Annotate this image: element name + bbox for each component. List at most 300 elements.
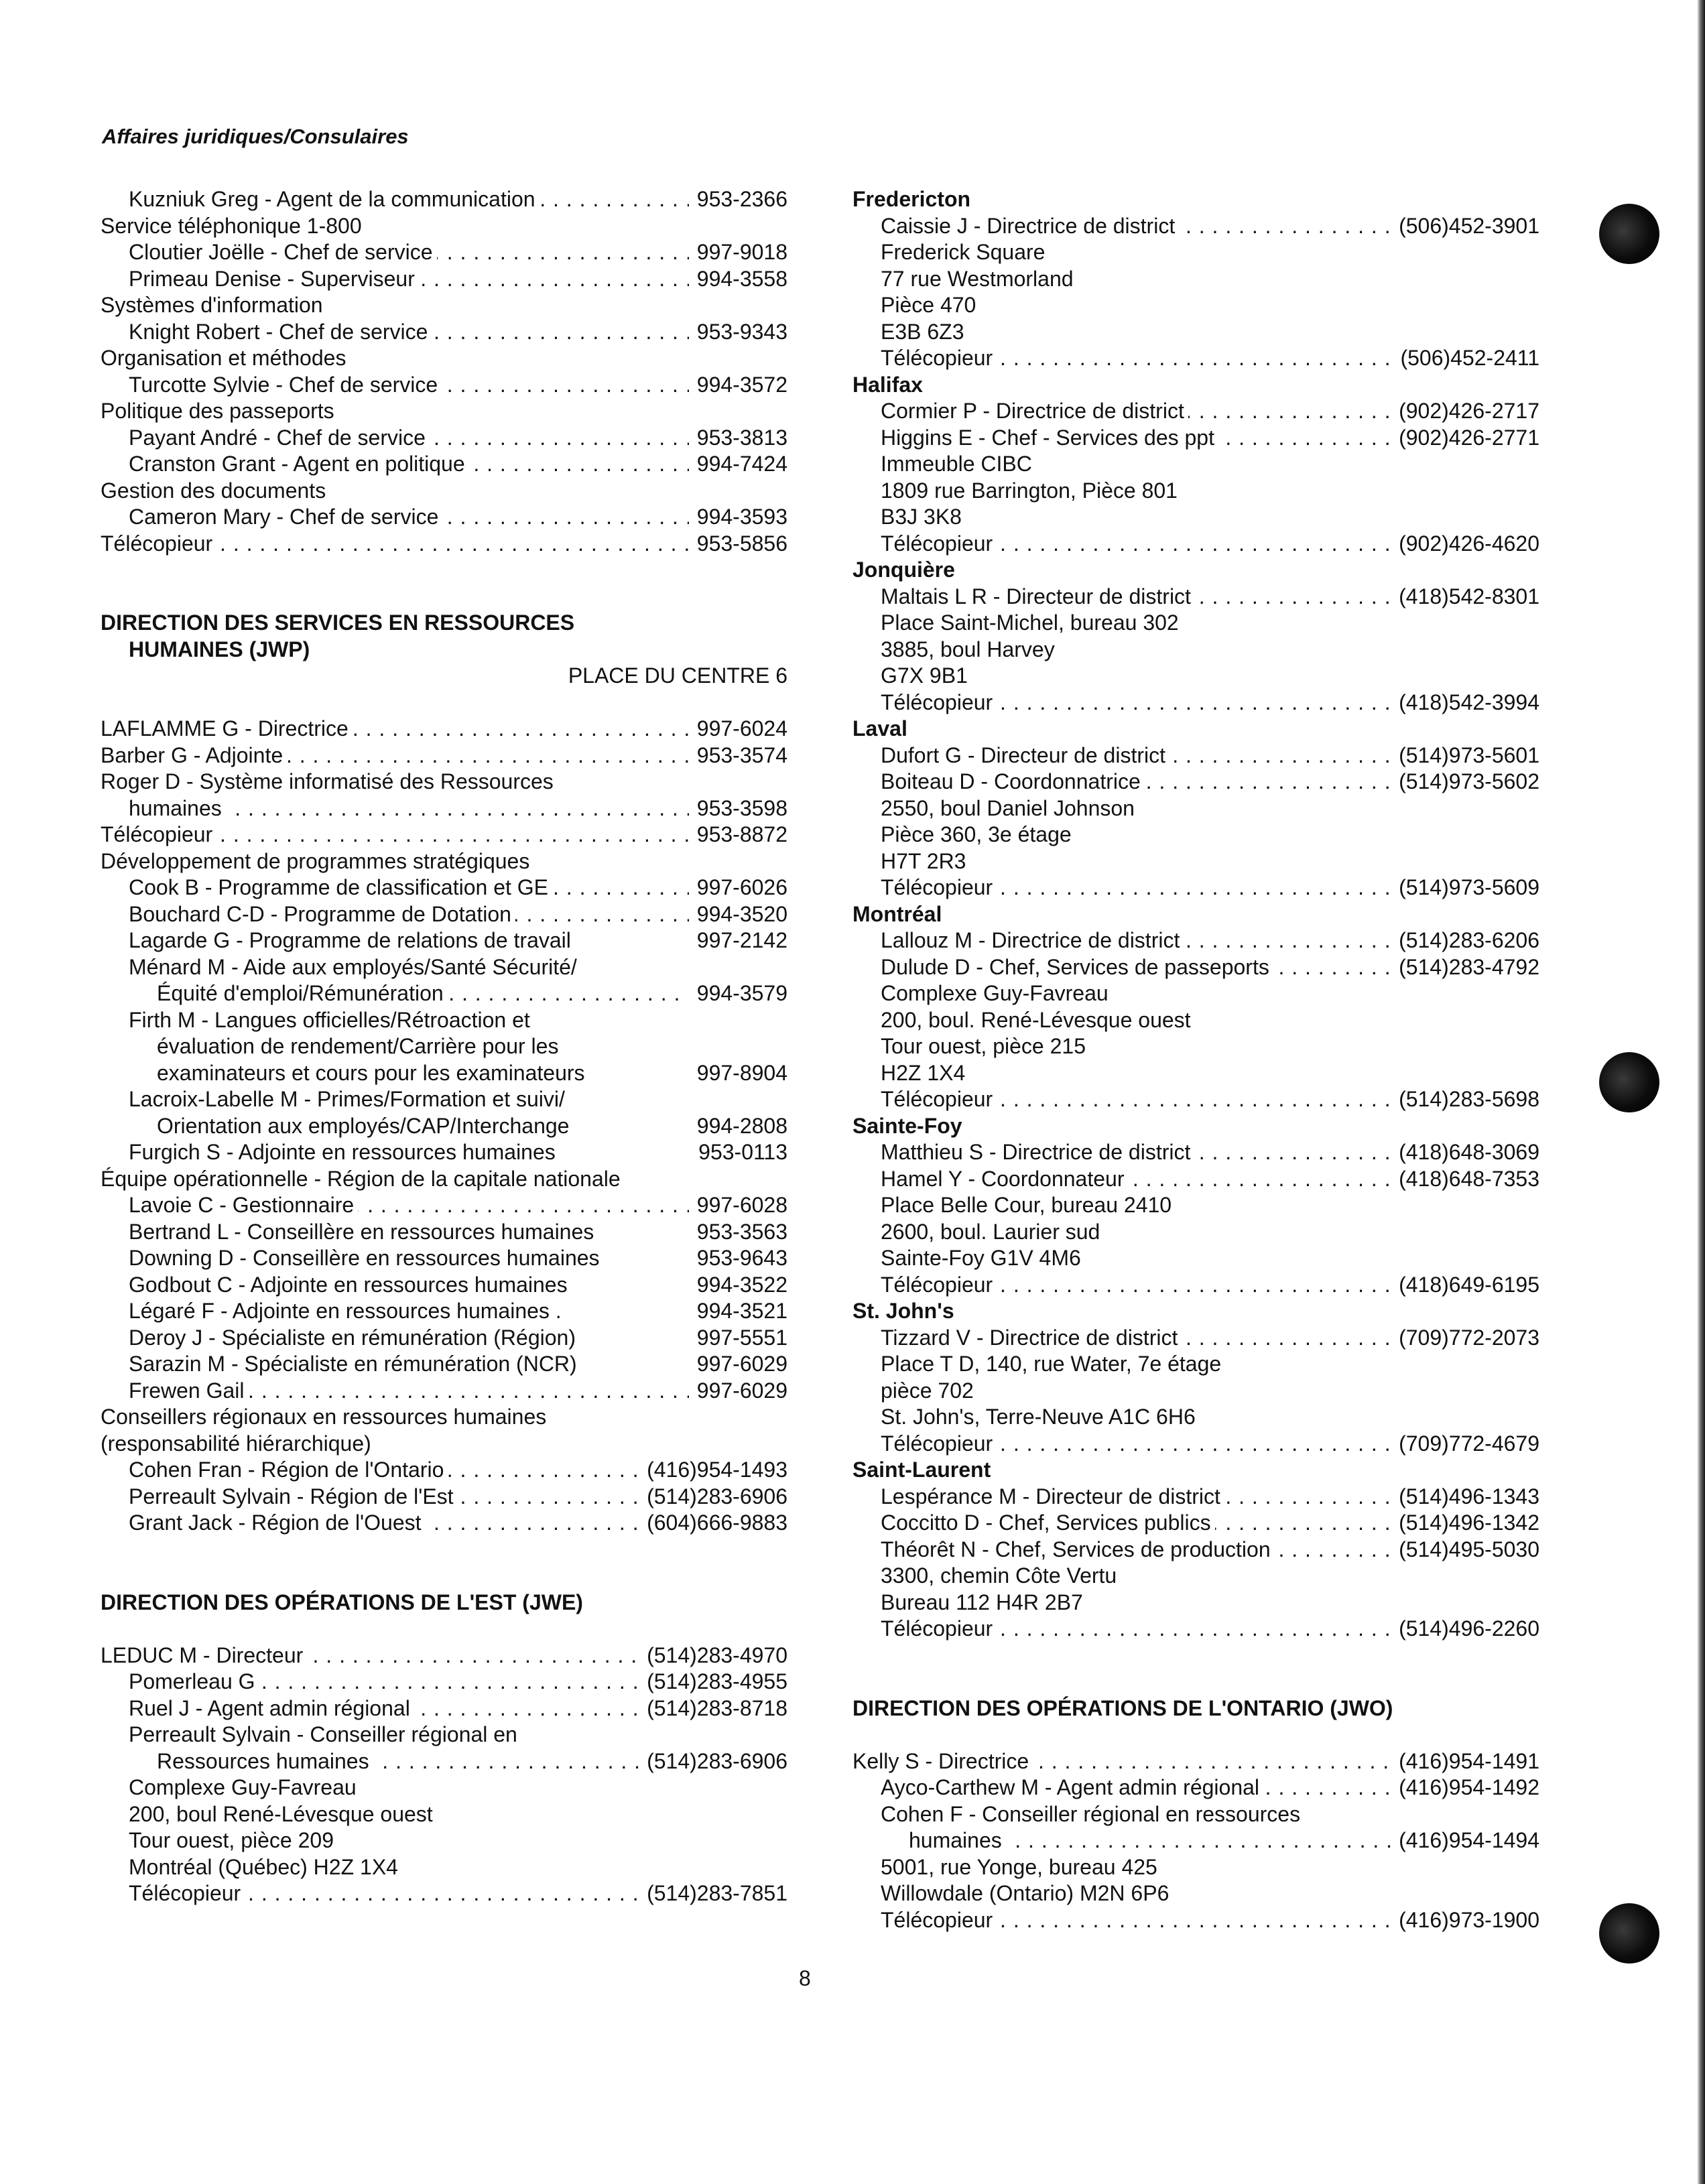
directory-entry (101, 372, 787, 399)
directory-entry (852, 478, 1539, 505)
entry-label (881, 1325, 1391, 1352)
entry-text: Dulude D - Chef, Services de passeports (881, 955, 1273, 979)
binder-hole (1599, 1903, 1659, 1964)
entry-label (881, 1801, 1304, 1828)
directory-entry (101, 1722, 787, 1748)
entry-label (852, 557, 959, 584)
entry-phone: (514)283-8718 (647, 1695, 787, 1720)
entry-label (129, 186, 689, 213)
entry-label (101, 1431, 375, 1458)
entry-label (852, 716, 911, 743)
directory-entry (852, 690, 1539, 716)
entry-label (881, 1060, 969, 1087)
entry-label (129, 451, 689, 478)
entry-text: Higgins E - Chef - Services des ppt (881, 426, 1218, 450)
directory-entry (101, 1748, 787, 1775)
directory-entry (101, 1192, 787, 1219)
entry-label (881, 1378, 978, 1405)
directory-entry (101, 1139, 787, 1166)
directory-entry (101, 1007, 787, 1034)
entry-label (101, 1590, 587, 1616)
directory-heading (852, 186, 1539, 213)
entry-text: Turcotte Sylvie - Chef de service (129, 373, 442, 397)
entry-label (881, 1272, 1391, 1299)
entry-label (881, 769, 1391, 795)
entry-phone: (514)973-5602 (1399, 769, 1539, 793)
directory-entry (852, 425, 1539, 452)
entry-label (881, 425, 1391, 452)
entry-text: Ayco-Carthew M - Agent admin régional (881, 1775, 1263, 1799)
entry-text: 1809 rue Barrington, Pièce 801 (881, 478, 1182, 503)
entry-text: HUMAINES (JWP) (129, 637, 314, 661)
entry-text: Furgich S - Adjointe en ressources humaines (129, 1140, 560, 1164)
entry-label (129, 239, 689, 266)
directory-entry (101, 1827, 787, 1854)
directory-entry (101, 239, 787, 266)
entry-label (101, 1166, 625, 1193)
entry-label (881, 1880, 1173, 1907)
entry-phone: (514)496-2260 (1399, 1616, 1539, 1641)
directory-entry (852, 1007, 1539, 1034)
entry-text: Perreault Sylvain - Conseiller régional en (129, 1722, 521, 1746)
directory-heading (101, 637, 787, 663)
entry-text: 5001, rue Yonge, bureau 425 (881, 1855, 1161, 1879)
entry-label (129, 875, 689, 901)
entry-label (129, 637, 314, 663)
entry-text: (responsabilité hiérarchique) (101, 1431, 375, 1456)
entry-label (881, 663, 972, 690)
directory-entry (101, 1086, 787, 1113)
entry-text (101, 663, 105, 688)
entry-label (881, 1245, 1085, 1272)
section-gap (101, 557, 787, 610)
section-gap (852, 1643, 1539, 1695)
entry-text: Conseillers régionaux en ressources humaines (101, 1405, 550, 1429)
directory-entry (852, 954, 1539, 981)
directory-entry (852, 1325, 1539, 1352)
entry-text: évaluation de rendement/Carrière pour les (157, 1034, 562, 1058)
directory-entry (101, 478, 787, 505)
entry-phone: (514)973-5609 (1399, 875, 1539, 899)
directory-entry (852, 319, 1539, 346)
entry-label (881, 1351, 1225, 1378)
entry-label (129, 425, 689, 452)
entry-text: 2550, boul Daniel Johnson (881, 796, 1139, 820)
directory-entry (852, 875, 1539, 901)
entry-text: humaines (129, 796, 226, 820)
entry-text: Ruel J - Agent admin régional (129, 1696, 414, 1720)
entry-phone: (709)772-4679 (1399, 1431, 1539, 1456)
directory-entry (101, 1378, 787, 1405)
entry-label (881, 319, 968, 346)
entry-label (881, 1616, 1391, 1643)
entry-phone: (514)283-6206 (1399, 928, 1539, 952)
entry-text: Cameron Mary - Chef de service (129, 505, 442, 529)
directory-entry (101, 531, 787, 558)
directory-entry (101, 795, 787, 822)
directory-entry (852, 769, 1539, 795)
entry-text: Maltais L R - Directeur de district (881, 584, 1195, 608)
entry-text: Deroy J - Spécialiste en rémunération (Région) (129, 1326, 580, 1350)
directory-entry (852, 213, 1539, 240)
directory-entry (852, 1033, 1539, 1060)
directory-entry (852, 451, 1539, 478)
entry-label (852, 1695, 1397, 1722)
directory-entry (852, 637, 1539, 663)
entry-label (129, 1192, 689, 1219)
directory-entry (852, 663, 1539, 690)
entry-phone: (418)542-8301 (1399, 584, 1539, 608)
entry-text: 77 rue Westmorland (881, 267, 1078, 291)
entry-label (881, 584, 1391, 611)
entry-text: Télécopieur (881, 1273, 997, 1297)
directory-entry (101, 1351, 787, 1378)
entry-label (129, 1827, 338, 1854)
entry-text: Saint-Laurent (852, 1458, 995, 1482)
directory-heading (852, 372, 1539, 399)
binder-hole (1599, 204, 1659, 264)
entry-phone: 953-3598 (696, 795, 787, 820)
entry-text: Dufort G - Directeur de district (881, 743, 1170, 767)
entry-text: Télécopieur (101, 531, 216, 556)
entry-text: Hamel Y - Coordonnateur (881, 1167, 1128, 1191)
entry-label (101, 292, 327, 319)
entry-label (881, 478, 1182, 505)
entry-text: Télécopieur (881, 1087, 997, 1111)
entry-text: Service téléphonique 1-800 (101, 214, 366, 238)
binder-hole (1599, 1052, 1659, 1112)
entry-text: Grant Jack - Région de l'Ouest (129, 1511, 426, 1535)
entry-label (129, 1457, 639, 1484)
entry-label (157, 1060, 589, 1087)
directory-heading (852, 1298, 1539, 1325)
entry-text: 3885, boul Harvey (881, 637, 1059, 661)
directory-entry (101, 451, 787, 478)
directory-entry (852, 292, 1539, 319)
entry-text: H2Z 1X4 (881, 1061, 969, 1085)
entry-phone: 953-3574 (696, 743, 787, 767)
entry-text: Sainte-Foy G1V 4M6 (881, 1246, 1085, 1270)
entry-phone: 953-8872 (696, 822, 787, 846)
entry-text: Boiteau D - Coordonnatrice (881, 769, 1145, 793)
entry-label (129, 1669, 639, 1695)
entry-text: St. John's (852, 1299, 958, 1323)
entry-text: Cohen F - Conseiller régional en ressources (881, 1802, 1304, 1826)
directory-entry (852, 1801, 1539, 1828)
entry-text: B3J 3K8 (881, 505, 966, 529)
entry-text: Systèmes d'information (101, 293, 327, 317)
directory-entry (852, 1431, 1539, 1458)
entry-phone: 994-3572 (696, 372, 787, 397)
entry-label (852, 1113, 966, 1140)
entry-text: Caissie J - Directrice de district (881, 214, 1179, 238)
entry-label (881, 610, 1183, 637)
entry-phone: 997-6029 (696, 1378, 787, 1403)
entry-text: Équité d'emploi/Rémunération (157, 981, 448, 1005)
entry-label (129, 1854, 402, 1881)
entry-label (881, 1192, 1176, 1219)
directory-entry (101, 980, 787, 1007)
directory-entry (101, 186, 787, 213)
directory-entry (852, 1827, 1539, 1854)
entry-label (881, 1431, 1391, 1458)
directory-heading (101, 610, 787, 637)
entry-text: Kuzniuk Greg - Agent de la communication (129, 187, 540, 211)
directory-entry (101, 1457, 787, 1484)
directory-entry (101, 1325, 787, 1352)
entry-label (852, 901, 946, 928)
entry-phone: 997-2142 (696, 928, 787, 952)
entry-label (881, 1219, 1104, 1246)
entry-text: Immeuble CIBC (881, 452, 1036, 476)
entry-phone: (902)426-4620 (1399, 531, 1539, 556)
entry-text: Coccitto D - Chef, Services publics (881, 1511, 1215, 1535)
directory-entry (852, 822, 1539, 848)
entry-label (909, 1827, 1391, 1854)
directory-entry (852, 1245, 1539, 1272)
directory-entry (852, 1404, 1539, 1431)
entry-label (101, 531, 689, 558)
directory-entry (852, 610, 1539, 637)
entry-phone: (514)283-7851 (647, 1881, 787, 1905)
entry-phone: 994-2808 (696, 1113, 787, 1138)
directory-entry (852, 1192, 1539, 1219)
entry-text: Kelly S - Directrice (852, 1749, 1033, 1773)
entry-text: LAFLAMME G - Directrice (101, 716, 353, 741)
directory-entry (101, 822, 787, 848)
directory-entry (852, 1907, 1539, 1934)
directory-entry (101, 1113, 787, 1140)
page-edge-shadow (1697, 0, 1705, 2184)
entry-text: Télécopieur (881, 1908, 997, 1932)
entry-phone: (514)283-5698 (1399, 1087, 1539, 1111)
entry-phone: 997-6024 (696, 716, 787, 741)
entry-phone: 994-3579 (696, 981, 787, 1005)
entry-text: Pièce 470 (881, 293, 980, 317)
entry-text: Équipe opérationnelle - Région de la capitale nationale (101, 1167, 625, 1191)
entry-label (129, 1086, 569, 1113)
entry-text: Frewen Gail (129, 1378, 249, 1403)
directory-entry (852, 531, 1539, 558)
directory-entry (101, 1431, 787, 1458)
directory-entry (101, 319, 787, 346)
entry-label (129, 1801, 437, 1828)
left-column (101, 186, 787, 1907)
entry-text: Ressources humaines (157, 1749, 373, 1773)
page-number: 8 (799, 1966, 811, 1990)
entry-label (129, 1510, 639, 1537)
directory-entry (852, 1060, 1539, 1087)
directory-entry (101, 504, 787, 531)
entry-label (881, 292, 980, 319)
entry-text: DIRECTION DES OPÉRATIONS DE L'ONTARIO (JWO) (852, 1696, 1397, 1720)
entry-label (881, 398, 1391, 425)
entry-label (881, 927, 1391, 954)
directory-entry (852, 1139, 1539, 1166)
entry-text: Knight Robert - Chef de service (129, 320, 432, 344)
directory-entry (852, 239, 1539, 266)
directory-entry (101, 1669, 787, 1695)
spacer (852, 1722, 1539, 1748)
entry-text: Lallouz M - Directrice de district (881, 928, 1184, 952)
entry-text: Montréal (Québec) H2Z 1X4 (129, 1855, 402, 1879)
directory-entry (101, 266, 787, 293)
directory-entry (852, 1378, 1539, 1405)
entry-text: 200, boul René-Lévesque ouest (129, 1802, 437, 1826)
entry-label (881, 1139, 1391, 1166)
directory-entry (101, 213, 787, 240)
entry-text: H7T 2R3 (881, 849, 970, 873)
entry-text: Cook B - Programme de classification et GE (129, 875, 552, 899)
directory-entry (101, 954, 787, 981)
entry-text: Jonquière (852, 558, 959, 582)
entry-text: Organisation et méthodes (101, 346, 350, 370)
entry-text: Primeau Denise - Superviseur (129, 267, 419, 291)
entry-label (881, 213, 1391, 240)
directory-entry (101, 1484, 787, 1511)
entry-text: Fredericton (852, 187, 974, 211)
entry-text: humaines (909, 1828, 1006, 1852)
entry-text: Cohen Fran - Région de l'Ontario (129, 1458, 448, 1482)
directory-entry (101, 769, 787, 795)
entry-label (129, 1272, 572, 1299)
entry-phone: (514)283-4792 (1399, 954, 1539, 979)
entry-text: Ménard M - Aide aux employés/Santé Sécurité/ (129, 955, 581, 979)
entry-label (881, 1537, 1391, 1563)
entry-text: Halifax (852, 373, 927, 397)
entry-phone: (416)954-1494 (1399, 1828, 1539, 1852)
entry-text: Place Saint-Michel, bureau 302 (881, 611, 1183, 635)
entry-phone: 997-6029 (696, 1352, 787, 1376)
directory-entry (852, 848, 1539, 875)
entry-text: Bertrand L - Conseillère en ressources humaines (129, 1220, 598, 1244)
entry-phone: 953-2366 (696, 187, 787, 211)
entry-label (129, 266, 689, 293)
entry-label (852, 1748, 1391, 1775)
directory-entry (101, 1854, 787, 1881)
entry-label (129, 1245, 604, 1272)
entry-text: Bouchard C-D - Programme de Dotation (129, 902, 515, 926)
entry-text: Frederick Square (881, 240, 1049, 264)
directory-entry (101, 398, 787, 425)
entry-phone: 994-7424 (696, 452, 787, 476)
entry-phone: (506)452-3901 (1399, 213, 1539, 238)
entry-phone: 953-9343 (696, 319, 787, 344)
entry-label (157, 1748, 639, 1775)
entry-text: Laval (852, 716, 911, 741)
entry-phone: 997-9018 (696, 240, 787, 264)
entry-text: Cormier P - Directrice de district (881, 399, 1188, 423)
entry-text: Payant André - Chef de service (129, 426, 430, 450)
right-column (852, 186, 1539, 1933)
directory-entry (101, 927, 787, 954)
entry-label (101, 1404, 550, 1431)
entry-label (101, 213, 366, 240)
directory-entry (101, 743, 787, 769)
entry-label (129, 319, 689, 346)
directory-entry (101, 1404, 787, 1431)
entry-text: Tizzard V - Directrice de district (881, 1326, 1182, 1350)
entry-phone: 994-3558 (696, 266, 787, 291)
entry-phone: 997-8904 (696, 1060, 787, 1085)
entry-label (881, 1033, 1090, 1060)
directory-entry (101, 1801, 787, 1828)
entry-label (101, 769, 558, 795)
entry-text: Godbout C - Adjointe en ressources humaines (129, 1273, 572, 1297)
entry-label (129, 1378, 689, 1405)
entry-label (881, 637, 1059, 663)
entry-phone: 953-5856 (696, 531, 787, 556)
entry-label (101, 345, 350, 372)
entry-label (881, 1007, 1195, 1034)
entry-label (129, 927, 575, 954)
directory-heading (852, 901, 1539, 928)
entry-label (881, 1563, 1121, 1590)
entry-text: Perreault Sylvain - Région de l'Est (129, 1484, 458, 1508)
entry-text: Cloutier Joëlle - Chef de service (129, 240, 437, 264)
entry-label (881, 1854, 1161, 1881)
entry-label (157, 980, 689, 1007)
directory-entry (852, 1351, 1539, 1378)
entry-phone: 994-3521 (696, 1299, 787, 1323)
entry-phone: (902)426-2717 (1399, 399, 1539, 423)
directory-entry (101, 425, 787, 452)
entry-label (101, 716, 689, 743)
entry-text: 3300, chemin Côte Vertu (881, 1563, 1121, 1588)
entry-text: 200, boul. René-Lévesque ouest (881, 1008, 1195, 1032)
entry-label (881, 266, 1078, 293)
directory-entry (101, 1033, 787, 1060)
directory-entry (101, 875, 787, 901)
entry-label (101, 663, 105, 690)
entry-phone: 953-0113 (698, 1140, 787, 1164)
entry-phone: (514)973-5601 (1399, 743, 1539, 767)
directory-entry (852, 980, 1539, 1007)
entry-label (881, 531, 1391, 558)
entry-text: Matthieu S - Directrice de district (881, 1140, 1194, 1164)
entry-label (881, 980, 1113, 1007)
entry-text: Lavoie C - Gestionnaire (129, 1193, 358, 1217)
directory-entry (852, 1854, 1539, 1881)
entry-label (129, 795, 689, 822)
directory-entry (852, 1272, 1539, 1299)
entry-label (157, 1033, 562, 1060)
entry-text: G7X 9B1 (881, 663, 972, 688)
entry-text: St. John's, Terre-Neuve A1C 6H6 (881, 1405, 1200, 1429)
entry-label (852, 1457, 995, 1484)
directory-heading (852, 1457, 1539, 1484)
entry-label (852, 372, 927, 399)
directory-entry (852, 345, 1539, 372)
directory-entry (852, 398, 1539, 425)
entry-text: 2600, boul. Laurier sud (881, 1220, 1104, 1244)
entry-label (881, 1907, 1391, 1934)
entry-label (101, 848, 533, 875)
entry-text: Politique des passeports (101, 399, 338, 423)
entry-text: Lespérance M - Directeur de district (881, 1484, 1224, 1508)
directory-entry (101, 1695, 787, 1722)
entry-phone: (514)283-4955 (647, 1669, 787, 1693)
entry-label (101, 1643, 639, 1669)
entry-text: Pomerleau G (129, 1669, 259, 1693)
entry-label (881, 1484, 1391, 1511)
directory-heading (852, 1113, 1539, 1140)
spacer (101, 690, 787, 716)
entry-phone: (514)283-6906 (647, 1484, 787, 1508)
directory-entry (101, 1245, 787, 1272)
entry-phone: (506)452-2411 (1400, 346, 1539, 370)
entry-phone: (418)648-7353 (1399, 1166, 1539, 1191)
